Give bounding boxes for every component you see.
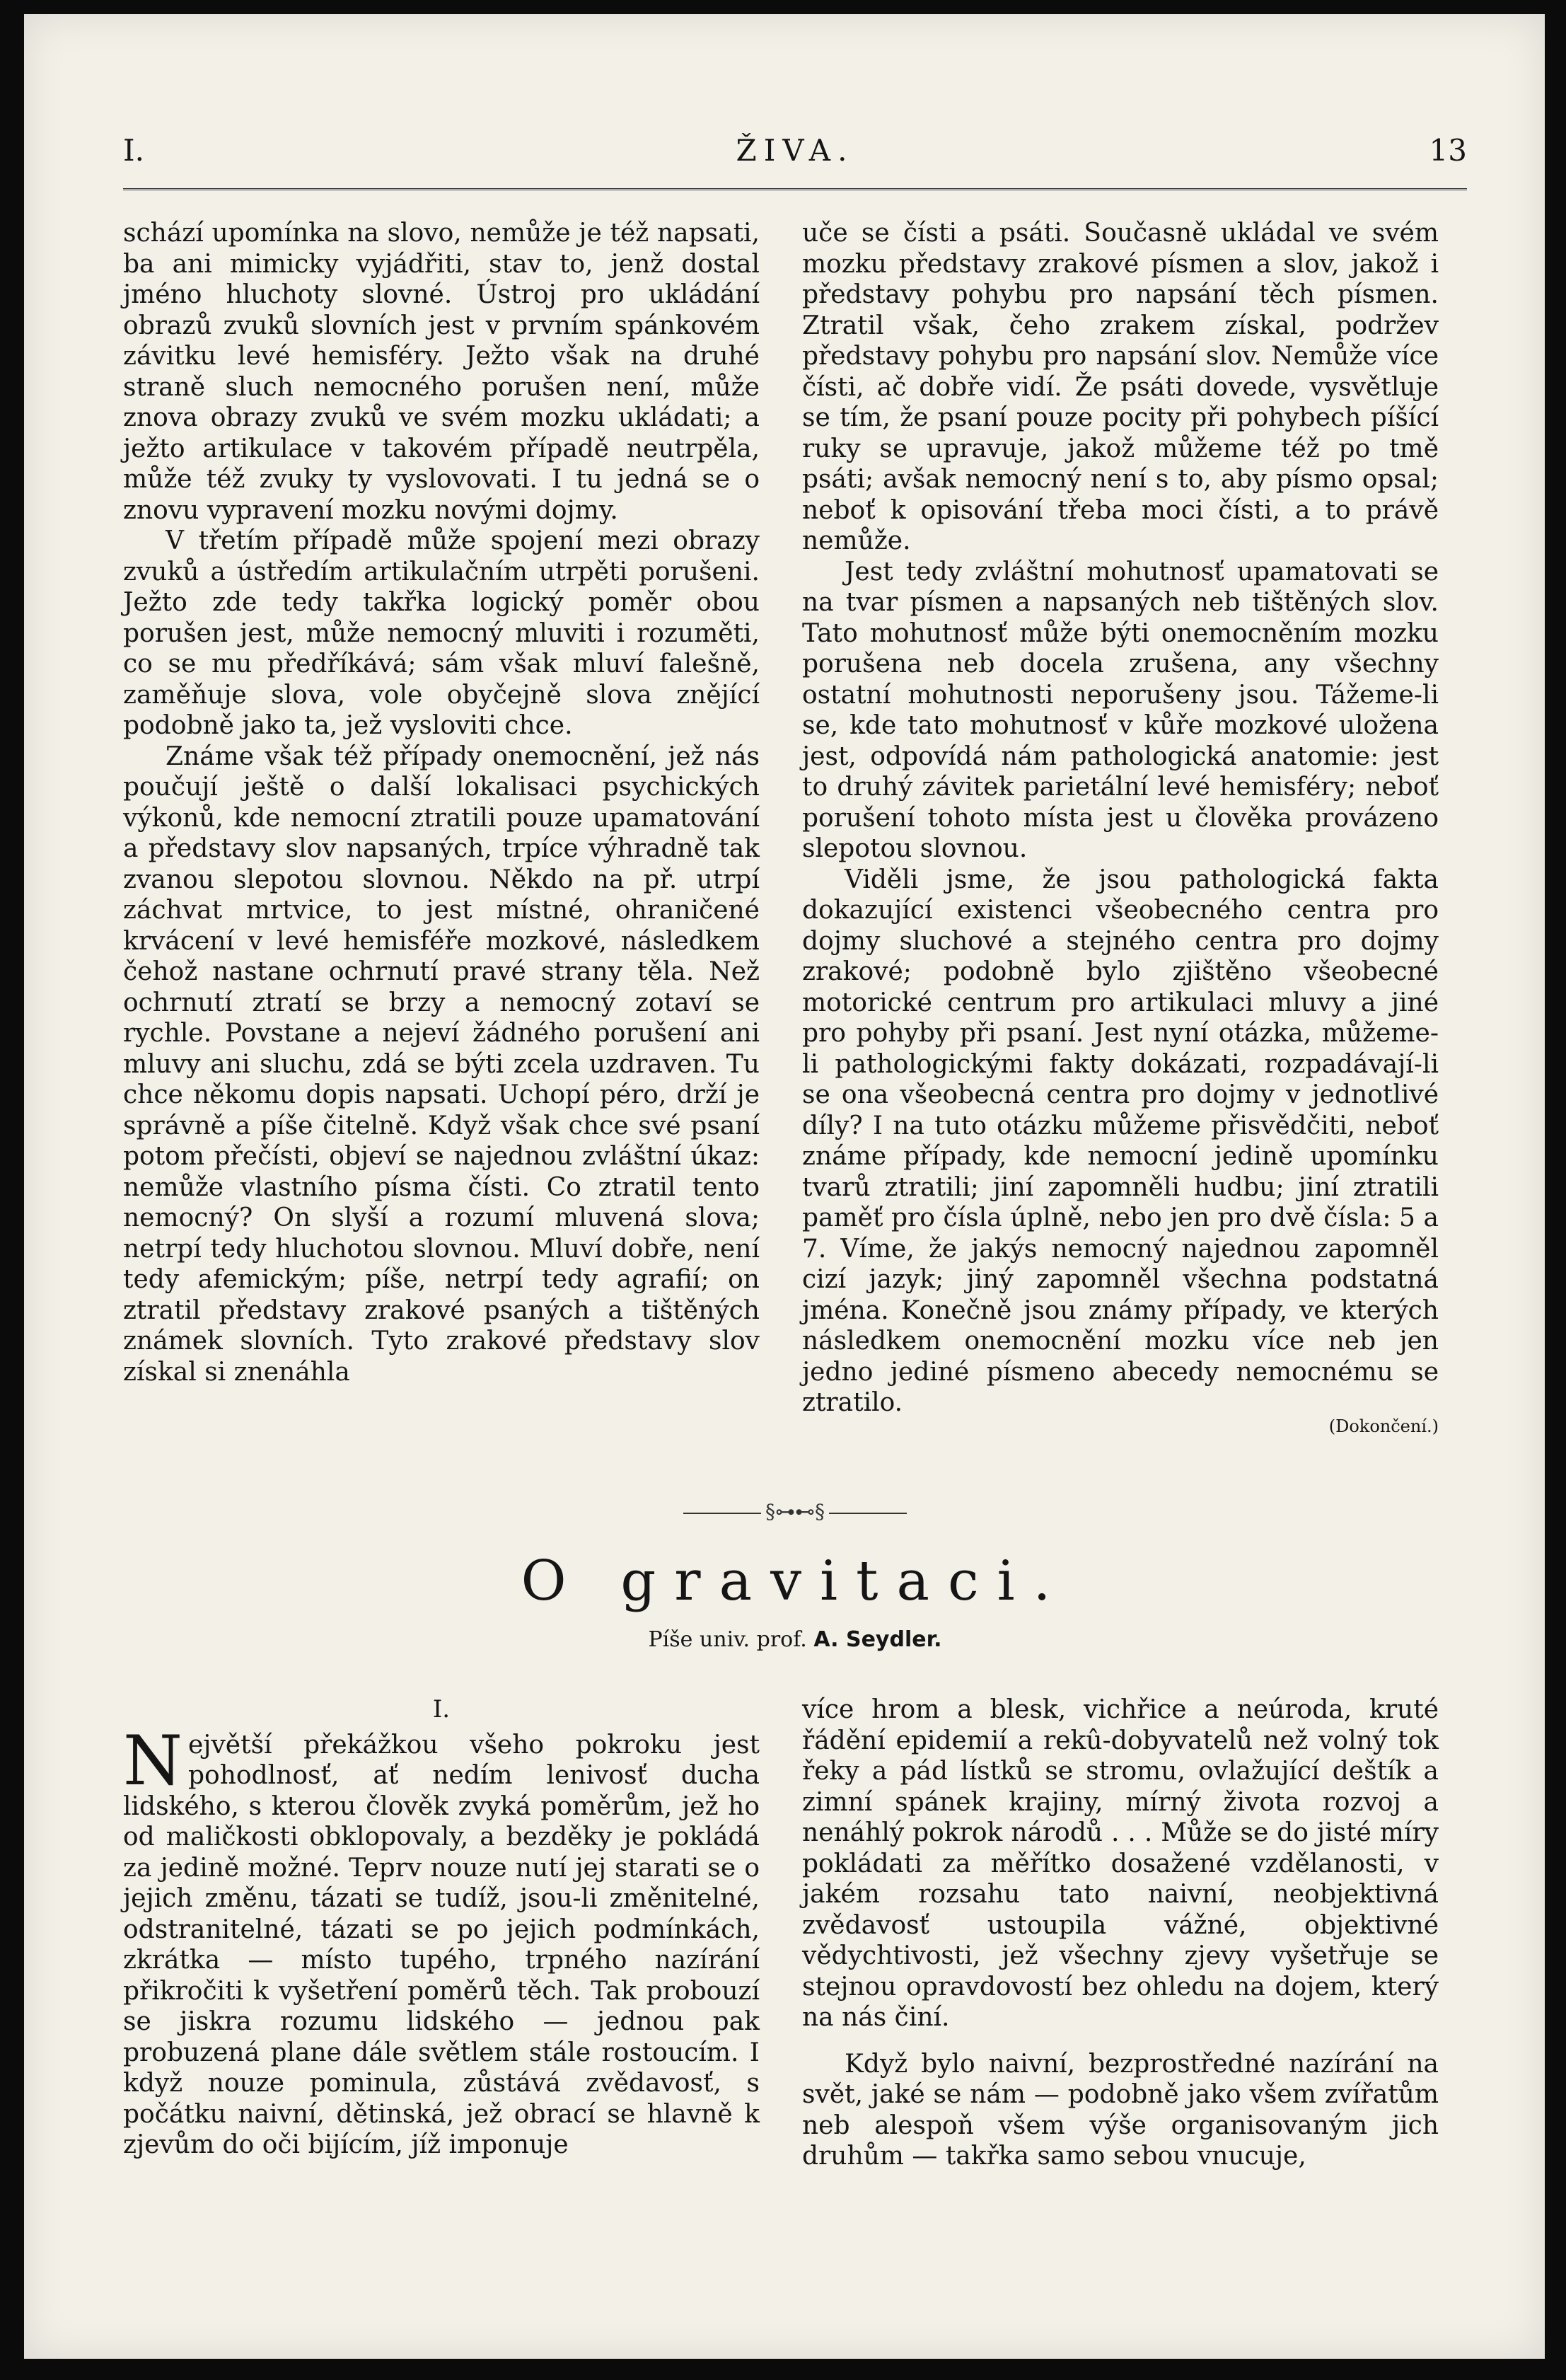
paragraph: Viděli jsme, že jsou pathologická fakta dokazující existenci všeobecného centra pro dojmy sluchové a stejného centra pro dojmy zrakové; podobně bylo zjištěno všeobecné motorické centrum pro artikulaci mluvy a jiné pro pohyby při psaní. Jest nyní otázka, můžeme-li pathologickými fakty dokázati, rozpadávají-li se ona všeobecná centra pro dojmy v jednotlivé díly? I na tuto otázku můžeme přisvědčiti, neboť známe případy, kde nemocní jedině upomínku tvarů ztratili; jiní zapomněli hudbu; jiní ztratili paměť pro čísla úplně, nebo jen pro dvě čísla: 5 a 7. Víme, že jakýs nemocný najednou zapomněl cizí jazyk; jiný zapomněl všechna podstatná jména. Konečně jsou známy případy, ve kterých následkem onemocnění mozku více neb jen jedno jediné písmeno abecedy nemocnému se ztratilo. <box>802 865 1439 1417</box>
author-name: A. Seydler. <box>813 1627 942 1652</box>
paragraph: uče se čísti a psáti. Současně ukládal ve svém mozku představy zrakové písmen a slov, jakož i představy pohybu pro napsání těch písmen. Ztratil však, čeho zrakem získal, podržev představy pohybu pro napsání slov. Nemůže více čísti, ač dobře vidí. Že psáti dovede, vysvětluje se tím, že psaní pouze pocity při pohybech píšící ruky se upravuje, jakož můžeme též po tmě psáti; avšak nemocný není s to, aby písmo opsal; neboť k opisování třeba moci čísti, a to právě nemůže. <box>802 219 1439 555</box>
scanned-page <box>24 14 1545 2359</box>
byline-prefix: Píše univ. prof. <box>648 1627 807 1652</box>
right-column <box>802 218 1439 1442</box>
paragraph: Když bylo naivní, bezprostředné nazírání na svět, jaké se nám — podobně jako všem zvířatům neb alespoň všem výše organisovaným jich druhům — takřka samo sebou vnucuje, <box>802 2049 1439 2171</box>
drop-cap: N <box>123 1721 182 1801</box>
page-content <box>123 127 1467 2171</box>
volume-number: I. <box>123 133 144 168</box>
page-number: 13 <box>1429 133 1467 168</box>
paragraph: více hrom a blesk, vichřice a neúroda, kruté řádění epidemií a rekû-dobyvatelů než volný tok řeky a pád lístků se stromu, ovlažující deštík a zimní spánek krajiny, mírný života rozvoj a nenáhlý pokrok národů . . . Může se do jisté míry pokládati za měřítko dosažené vzdělanosti, v jakém rozsahu tato naivní, neobjektivná zvědavosť ustoupila vážné, objektivné vědychtivosti, jež všechny zjevy vyšetřuje se stejnou opravdovostí bez ohledu na dojem, který na nás činí. <box>802 1695 1439 2032</box>
article-left-column <box>123 1694 760 2161</box>
byline <box>123 1627 1467 1652</box>
journal-title: ŽIVA. <box>736 133 854 168</box>
paragraph: schází upomínka na slovo, nemůže je též napsati, ba ani mimicky vyjádřiti, stav to, jenž dostal jméno hluchoty slovné. Ústroj pro ukládání obrazů zvuků slovních jest v prvním spánkovém závitku levé hemisféry. Ježto však na druhé straně sluch nemocného porušen není, může znova obrazy zvuků ve svém mozku ukládati; a ježto artikulace v takovém případě neutrpěla, může též zvuky ty vyslovovati. I tu jedná se o znovu vypravení mozku novými dojmy. <box>123 219 760 525</box>
paragraph: Jest tedy zvláštní mohutnosť upamatovati se na tvar písmen a napsaných neb tištěných slov. Tato mohutnosť může býti onemocněním mozku porušena neb docela zrušena, any všechny ostatní mohutnosti neporušeny jsou. Tážeme-li se, kde tato mohutnosť v kůře mozkové uložena jest, odpovídá nám pathologická anatomie: jest to druhý závitek parietální levé hemisféry; neboť porušení tohoto místa jest u člověka provázeno slepotou slovnou. <box>802 557 1439 863</box>
article-right-column <box>802 1694 1439 2172</box>
paragraph: V třetím případě může spojení mezi obrazy zvuků a ústředím artikulačním utrpěti porušeni. Ježto zde tedy takřka logický poměr obou porušen jest, může nemocný mluviti i rozuměti, co se mu předříkává; sám však mluví falešně, zaměňuje slova, vole obyčejně slova znějící podobně jako ta, jež vysloviti chce. <box>123 526 760 740</box>
left-column <box>123 218 760 1387</box>
running-header <box>123 127 1467 177</box>
paragraph: ejvětší překážkou všeho pokroku jest pohodlnosť, ať nedím lenivosť ducha lidského, s kterou člověk zvyká poměrům, jež ho od maličkosti obklopovaly, a bezděky je pokládá za jedině možné. Teprv nouze nutí jej starati se o jejich změnu, tázati se tudíž, jsou-li změnitelné, odstranitelné, tázati se po jejich podmínkách, zkrátka — místo tupého, trpného nazírání přikročiti k vyšetření poměrů těch. Tak probouzí se jiskra rozumu lidského — jednou pak probuzená plane dále světlem stále rostoucím. I když nouze pominula, zůstává zvědavosť, s počátku naivní, dětinská, jež obrací se hlavně k zjevům do oči bijícím, jíž imponuje <box>123 1730 760 2159</box>
section-divider-ornament: §⊶⊷§ <box>123 1500 1467 1523</box>
header-rule <box>123 188 1467 190</box>
section-number: I. <box>432 1695 451 1723</box>
paragraph: Známe však též případy onemocnění, jež nás poučují ještě o další lokalisaci psychických výkonů, kde nemocní ztratili pouze upamatování a představy slov napsaných, trpíce výhradně tak zvanou slepotou slovnou. Někdo na př. utrpí záchvat mrtvice, to jest místné, ohraničené krvácení v levé hemisféře mozkové, následkem čehož nastane ochrnutí pravé strany těla. Než ochrnutí ztratí se brzy a nemocný zotaví se rychle. Povstane a nejeví žádného porušení ani mluvy ani sluchu, zdá se býti zcela uzdraven. Tu chce někomu dopis napsati. Uchopí péro, drží je správně a píše čitelně. Když však chce své psaní potom přečísti, objeví se najednou zvláštní úkaz: nemůže vlastního písma čísti. Co ztratil tento nemocný? On slyší a rozumí mluvená slova; netrpí tedy hluchotou slovnou. Mluví dobře, není tedy afemickým; píše, netrpí tedy agrafií; on ztratil představy zrakové psaných a tištěných známek slovních. Tyto zrakové představy slov získal si znenáhla <box>123 741 760 1387</box>
continuation-note: (Dokončení.) <box>1328 1416 1439 1436</box>
article-title: O gravitaci. <box>521 1549 1069 1613</box>
